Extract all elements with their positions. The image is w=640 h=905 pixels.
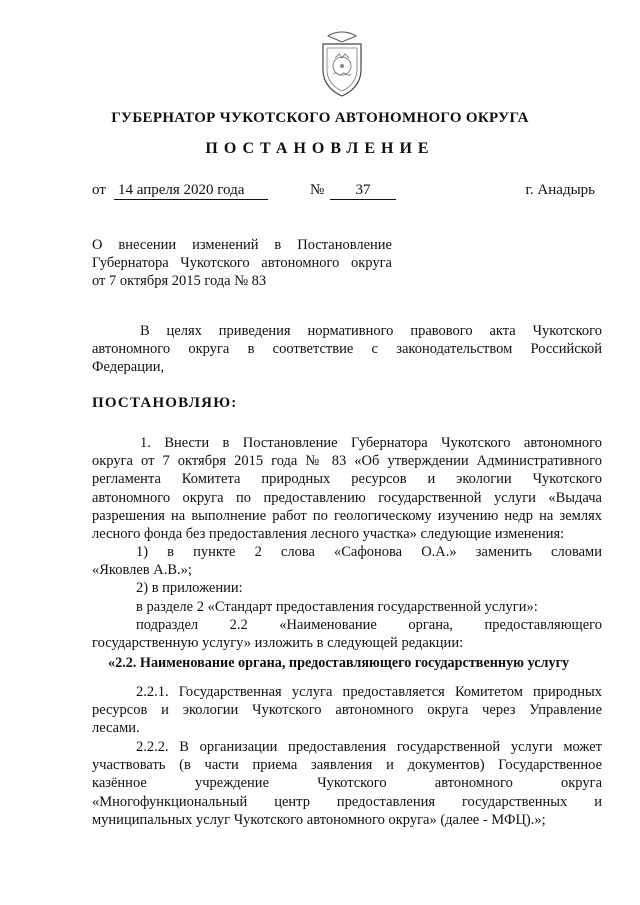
change-line: 2) в приложении: (136, 580, 243, 597)
paragraph-2-2-2 (92, 738, 602, 829)
item-1-line: округа от 7 октября 2015 года № 83 «Об утверждении Административного (92, 453, 602, 470)
item-1-line: лесного фонда без предоставления лесного участка» следующие изменения: (92, 526, 565, 543)
changes-list (92, 543, 602, 652)
document-type: ПОСТАНОВЛЕНИЕ (205, 140, 435, 157)
subject-line: О внесении изменений в Постановление (92, 237, 392, 253)
paragraph-line: участвовать (в части приема заявления и документов) Государственное (92, 757, 602, 774)
item-1-line: 1. Внести в Постановление Губернатора Чукотского автономного (140, 435, 602, 451)
paragraph-line: «Многофункциональный центр предоставления государственных и (92, 793, 602, 810)
paragraph-2-2-1 (92, 683, 602, 738)
change-line: подраздел 2.2 «Наименование органа, предоставляющего (136, 616, 602, 633)
decree-subject (92, 236, 392, 290)
item-1-line: разрешения на выполнение работ по геологическому изучению недр на землях (92, 507, 602, 524)
change-line: 1) в пункте 2 слова «Сафонова О.А.» заменить словами (136, 544, 602, 560)
decree-number: 37 (330, 182, 396, 200)
paragraph-line: казённое учреждение Чукотского автономного округа (92, 775, 602, 792)
preamble-line: автономного округа в соответствие с законодательством Российской (92, 341, 602, 358)
change-line: государственную услугу» изложить в следующей редакции: (92, 635, 464, 652)
preamble-line: В целях приведения нормативного правового акта Чукотского (140, 323, 602, 339)
paragraph-line: 2.2.2. В организации предоставления государственной услуги может (136, 739, 602, 755)
decree-date: 14 апреля 2020 года (114, 182, 268, 200)
paragraph-line: ресурсов и экологии Чукотского автономного округа через Управление (92, 702, 602, 719)
paragraph-line: 2.2.1. Государственная услуга предоставляется Комитетом природных (136, 684, 602, 700)
change-line: «Яковлев А.В.»; (92, 562, 192, 579)
change-line: в разделе 2 «Стандарт предоставления государственной услуги»: (136, 598, 538, 615)
place: г. Анадырь (525, 182, 595, 198)
resolve-heading: ПОСТАНОВЛЯЮ: (92, 395, 238, 411)
section-title: «2.2. Наименование органа, предоставляющего государственную услугу (108, 655, 570, 671)
coat-of-arms-icon (311, 28, 373, 100)
date-prefix: от (92, 182, 106, 198)
item-1-line: регламента Комитета природных ресурсов и экологии Чукотского (92, 471, 602, 488)
preamble (92, 322, 602, 377)
paragraph-line: лесами. (92, 720, 140, 737)
number-label: № (310, 182, 325, 198)
paragraph-line: муниципальных услуг Чукотского автономного округа» (далее - МФЦ).»; (92, 811, 546, 828)
item-1-line: автономного округа по предоставлению государственной услуги «Выдача (92, 489, 602, 506)
subject-line: от 7 октября 2015 года № 83 (92, 273, 267, 289)
subject-line: Губернатора Чукотского автономного округа (92, 255, 392, 271)
preamble-line: Федерации, (92, 359, 165, 376)
governor-title: ГУБЕРНАТОР ЧУКОТСКОГО АВТОНОМНОГО ОКРУГА (111, 110, 529, 126)
date-line (92, 182, 595, 204)
item-1 (92, 434, 602, 543)
